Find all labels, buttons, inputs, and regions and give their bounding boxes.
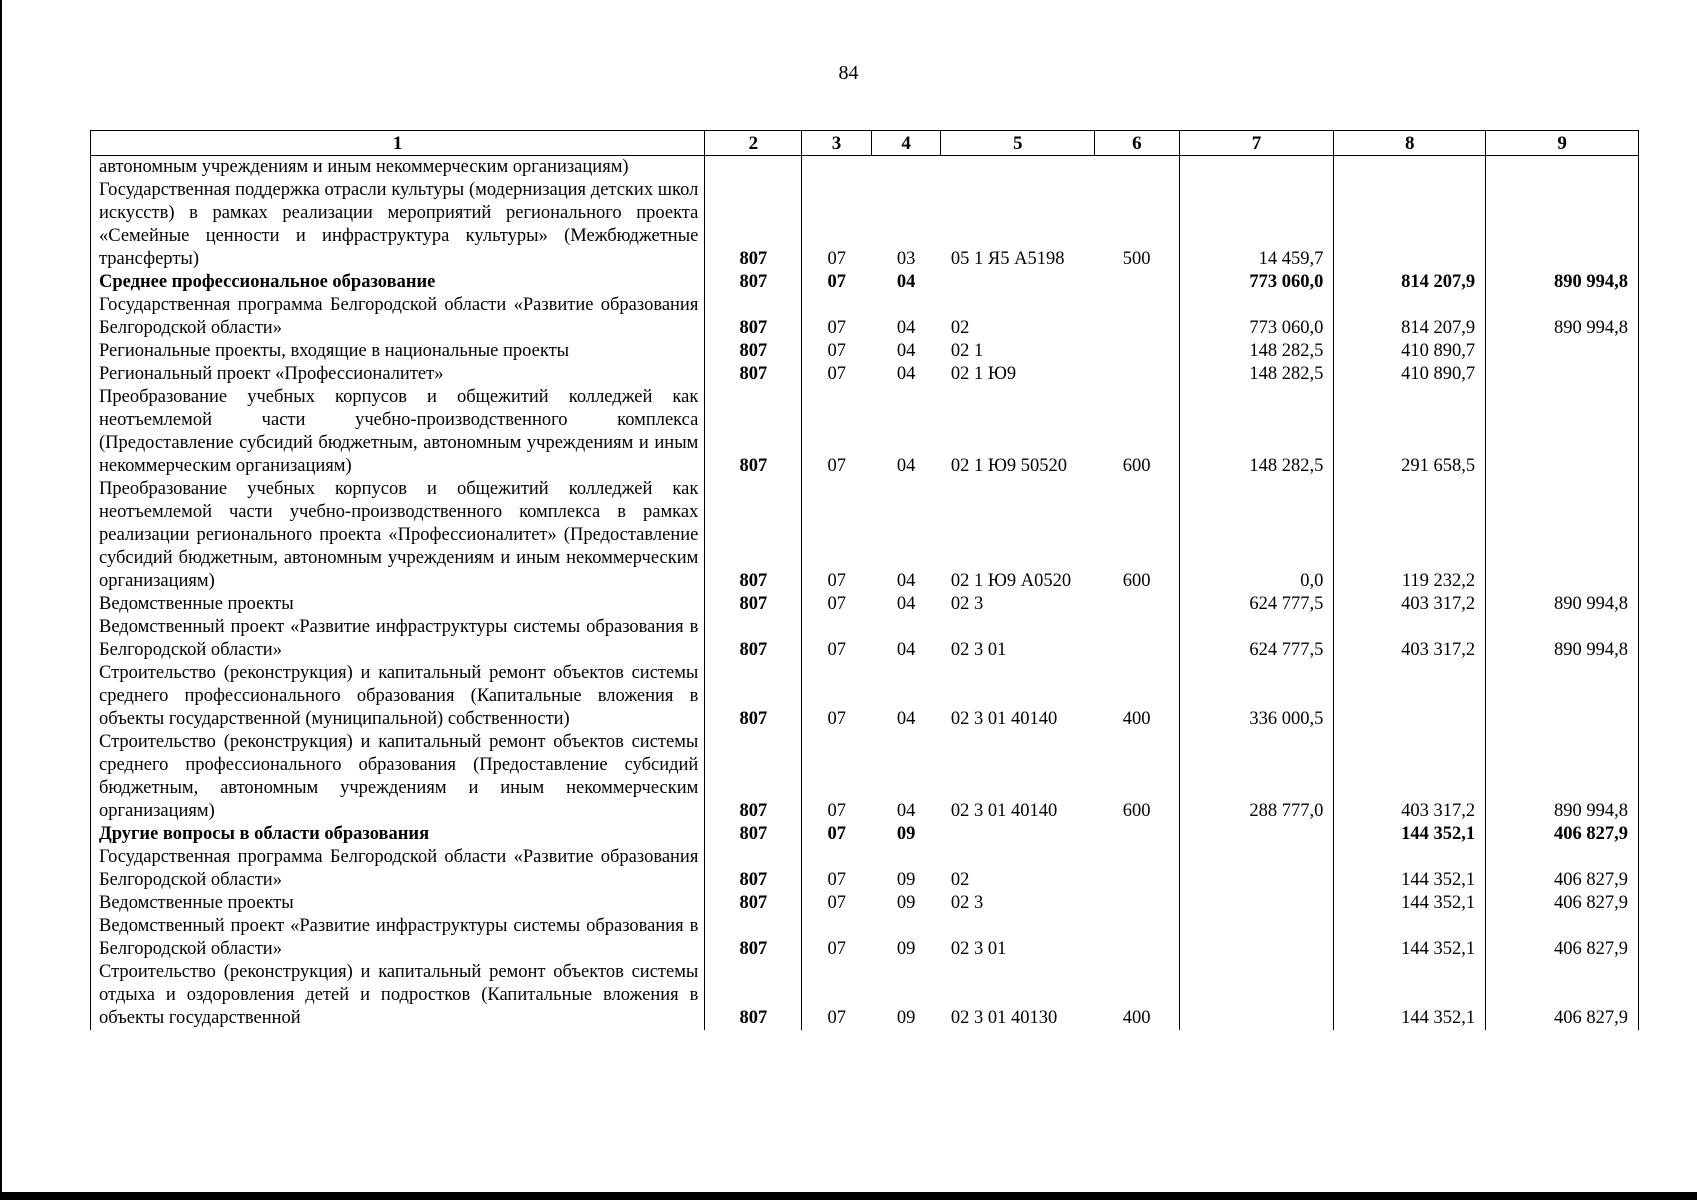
cell-amount-col8: 144 352,1 (1334, 961, 1486, 1030)
table-row (91, 616, 1639, 662)
scan-bottom-band (0, 1192, 1697, 1200)
cell-expense-type (1095, 846, 1179, 892)
cell-expense-type: 600 (1095, 478, 1179, 593)
scan-left-edge (0, 0, 2, 1200)
cell-subsection: 09 (896, 893, 916, 913)
cell-target-article (941, 823, 1095, 846)
cell-target-article: 02 1 Ю9 А0520 (950, 571, 1072, 591)
cell-amount-col8: 144 352,1 (1334, 846, 1486, 892)
cell-amount-col9 (1486, 478, 1639, 593)
cell-section: 07 (827, 318, 847, 338)
cell-amount-col9: 406 827,9 (1486, 961, 1639, 1030)
row-description: Строительство (реконструкция) и капитальный ремонт объектов системы среднего профессионального образования (Предоставление субсидий бюджетным, автономным учреждениям и иным некоммерческим организациям) (91, 731, 705, 823)
table-row (91, 156, 1639, 180)
cell-amount-col7: 624 777,5 (1179, 616, 1334, 662)
row-description: Региональный проект «Профессионалитет» (91, 363, 705, 386)
cell-amount-col7: 0,0 (1179, 478, 1334, 593)
table-row (91, 179, 1639, 271)
cell-section: 07 (827, 640, 847, 660)
cell-target-article: 02 3 01 40130 (950, 1008, 1058, 1028)
column-header-5: 5 (941, 131, 1095, 156)
cell-target-article: 02 (950, 318, 970, 338)
cell-ministry-code: 807 (705, 823, 802, 846)
cell-subsection: 04 (896, 594, 916, 614)
budget-table (90, 130, 1639, 1030)
table-row (91, 271, 1639, 294)
cell-target-article: 02 3 (950, 594, 984, 614)
row-description: Преобразование учебных корпусов и общежитий колледжей как неотъемлемой части учебно-производственного комплекса (Предоставление субсидий бюджетным, автономным учреждениям и иным некоммерческим организациям) (91, 386, 705, 478)
table-row (91, 662, 1639, 731)
cell-amount-col9 (1486, 386, 1639, 478)
cell-subsection: 09 (896, 1008, 916, 1028)
cell-target-article: 05 1 Я5 А5198 (950, 249, 1065, 269)
cell-subsection: 04 (896, 272, 916, 292)
table-row (91, 731, 1639, 823)
column-header-8: 8 (1334, 131, 1486, 156)
cell-expense-type (1095, 363, 1179, 386)
table-row (91, 823, 1639, 846)
cell-subsection: 04 (896, 571, 916, 591)
cell-target-article: 02 3 01 (950, 640, 1007, 660)
cell-amount-col7 (1179, 156, 1334, 180)
cell-section (802, 156, 872, 180)
cell-amount-col7: 773 060,0 (1179, 271, 1334, 294)
cell-target-article: 02 3 01 40140 (950, 709, 1058, 729)
cell-amount-col9 (1486, 363, 1639, 386)
cell-amount-col9: 890 994,8 (1486, 294, 1639, 340)
row-description: Преобразование учебных корпусов и общежитий колледжей как неотъемлемой части учебно-производственного комплекса в рамках реализации регионального проекта «Профессионалитет» (Предоставление субсидий бюджетным, автономным учреждениям и иным некоммерческим организациям) (91, 478, 705, 593)
row-description: Государственная программа Белгородской области «Развитие образования Белгородской области» (91, 294, 705, 340)
page-number: 84 (838, 62, 859, 84)
row-description: Строительство (реконструкция) и капитальный ремонт объектов системы отдыха и оздоровления детей и подростков (Капитальные вложения в объекты государственной (91, 961, 705, 1030)
cell-amount-col8: 403 317,2 (1334, 731, 1486, 823)
cell-section: 07 (827, 870, 847, 890)
cell-section: 07 (827, 801, 847, 821)
cell-section: 07 (827, 272, 847, 292)
table-body (91, 156, 1639, 1031)
row-description: Другие вопросы в области образования (91, 823, 705, 846)
cell-subsection: 04 (896, 801, 916, 821)
row-description: Региональные проекты, входящие в национальные проекты (91, 340, 705, 363)
cell-amount-col7 (1179, 823, 1334, 846)
column-header-1: 1 (91, 131, 705, 156)
cell-section: 07 (827, 939, 847, 959)
cell-ministry-code: 807 (705, 915, 802, 961)
cell-amount-col7: 624 777,5 (1179, 593, 1334, 616)
table-row (91, 478, 1639, 593)
cell-target-article: 02 3 (950, 893, 984, 913)
cell-amount-col7: 148 282,5 (1179, 363, 1334, 386)
table-row (91, 593, 1639, 616)
cell-expense-type (1095, 271, 1179, 294)
cell-section: 07 (827, 1008, 847, 1028)
cell-amount-col8: 403 317,2 (1334, 616, 1486, 662)
row-description: Ведомственные проекты (91, 892, 705, 915)
row-description: Среднее профессиональное образование (91, 271, 705, 294)
cell-ministry-code: 807 (705, 340, 802, 363)
cell-subsection: 09 (896, 824, 916, 844)
cell-amount-col9 (1486, 179, 1639, 271)
cell-subsection: 03 (896, 249, 916, 269)
cell-amount-col9: 406 827,9 (1486, 915, 1639, 961)
column-header-7: 7 (1179, 131, 1334, 156)
cell-amount-col7: 288 777,0 (1179, 731, 1334, 823)
cell-section: 07 (827, 364, 847, 384)
cell-amount-col9: 406 827,9 (1486, 892, 1639, 915)
cell-expense-type (1095, 156, 1179, 180)
cell-amount-col8 (1334, 156, 1486, 180)
cell-amount-col9 (1486, 662, 1639, 731)
cell-expense-type: 500 (1095, 179, 1179, 271)
cell-section: 07 (827, 824, 847, 844)
cell-subsection: 09 (896, 870, 916, 890)
cell-amount-col9 (1486, 340, 1639, 363)
cell-ministry-code: 807 (705, 179, 802, 271)
cell-expense-type: 600 (1095, 386, 1179, 478)
row-description: Государственная программа Белгородской области «Развитие образования Белгородской области» (91, 846, 705, 892)
cell-target-article: 02 1 Ю9 (950, 364, 1017, 384)
table-row (91, 340, 1639, 363)
cell-amount-col7 (1179, 846, 1334, 892)
table-row (91, 294, 1639, 340)
cell-target-article: 02 1 (950, 341, 984, 361)
cell-amount-col8: 403 317,2 (1334, 593, 1486, 616)
cell-amount-col9: 890 994,8 (1486, 616, 1639, 662)
cell-ministry-code: 807 (705, 478, 802, 593)
cell-expense-type: 600 (1095, 731, 1179, 823)
cell-ministry-code: 807 (705, 616, 802, 662)
table-row (91, 892, 1639, 915)
table-header-row (91, 131, 1639, 156)
cell-ministry-code: 807 (705, 662, 802, 731)
cell-section: 07 (827, 456, 847, 476)
table-row (91, 961, 1639, 1030)
row-description: автономным учреждениям и иным некоммерческим организациям) (91, 156, 705, 180)
row-description: Ведомственные проекты (91, 593, 705, 616)
cell-amount-col7: 773 060,0 (1179, 294, 1334, 340)
cell-section: 07 (827, 571, 847, 591)
cell-ministry-code: 807 (705, 846, 802, 892)
cell-amount-col7 (1179, 892, 1334, 915)
cell-subsection: 09 (896, 939, 916, 959)
cell-amount-col7: 336 000,5 (1179, 662, 1334, 731)
cell-subsection: 04 (896, 640, 916, 660)
cell-ministry-code: 807 (705, 386, 802, 478)
table-row (91, 846, 1639, 892)
cell-amount-col8: 410 890,7 (1334, 363, 1486, 386)
cell-ministry-code: 807 (705, 593, 802, 616)
cell-target-article: 02 3 01 40140 (950, 801, 1058, 821)
cell-section: 07 (827, 594, 847, 614)
cell-amount-col8: 814 207,9 (1334, 294, 1486, 340)
cell-amount-col7: 148 282,5 (1179, 386, 1334, 478)
cell-target-article: 02 (950, 870, 970, 890)
cell-section: 07 (827, 249, 847, 269)
column-header-2: 2 (705, 131, 802, 156)
cell-expense-type (1095, 616, 1179, 662)
cell-expense-type (1095, 892, 1179, 915)
cell-subsection: 04 (896, 456, 916, 476)
cell-amount-col8 (1334, 179, 1486, 271)
table-row (91, 363, 1639, 386)
cell-amount-col8: 144 352,1 (1334, 915, 1486, 961)
cell-subsection (871, 156, 941, 180)
table-row (91, 386, 1639, 478)
cell-amount-col9: 890 994,8 (1486, 593, 1639, 616)
cell-section: 07 (827, 341, 847, 361)
cell-subsection: 04 (896, 709, 916, 729)
cell-ministry-code: 807 (705, 731, 802, 823)
cell-expense-type: 400 (1095, 961, 1179, 1030)
cell-ministry-code: 807 (705, 961, 802, 1030)
cell-section: 07 (827, 893, 847, 913)
cell-ministry-code (705, 156, 802, 180)
cell-amount-col9: 406 827,9 (1486, 846, 1639, 892)
table-row (91, 915, 1639, 961)
cell-target-article (941, 156, 1095, 180)
cell-ministry-code: 807 (705, 363, 802, 386)
column-header-3: 3 (802, 131, 872, 156)
cell-amount-col8: 814 207,9 (1334, 271, 1486, 294)
column-header-6: 6 (1095, 131, 1179, 156)
cell-expense-type (1095, 294, 1179, 340)
cell-amount-col7 (1179, 961, 1334, 1030)
cell-amount-col9: 406 827,9 (1486, 823, 1639, 846)
cell-amount-col8 (1334, 662, 1486, 731)
cell-expense-type (1095, 915, 1179, 961)
cell-section: 07 (827, 709, 847, 729)
row-description: Ведомственный проект «Развитие инфраструктуры системы образования в Белгородской области» (91, 915, 705, 961)
cell-target-article: 02 1 Ю9 50520 (950, 456, 1068, 476)
cell-ministry-code: 807 (705, 271, 802, 294)
cell-amount-col8: 410 890,7 (1334, 340, 1486, 363)
cell-amount-col8: 144 352,1 (1334, 892, 1486, 915)
row-description: Государственная поддержка отрасли культуры (модернизация детских школ искусств) в рамках реализации мероприятий регионального проекта «Семейные ценности и инфраструктура культуры» (Межбюджетные трансферты) (91, 179, 705, 271)
cell-subsection: 04 (896, 318, 916, 338)
row-description: Ведомственный проект «Развитие инфраструктуры системы образования в Белгородской области» (91, 616, 705, 662)
cell-target-article (941, 271, 1095, 294)
cell-expense-type (1095, 823, 1179, 846)
cell-amount-col7: 14 459,7 (1179, 179, 1334, 271)
column-header-9: 9 (1486, 131, 1639, 156)
cell-amount-col7: 148 282,5 (1179, 340, 1334, 363)
row-description: Строительство (реконструкция) и капитальный ремонт объектов системы среднего профессионального образования (Капитальные вложения в объекты государственной (муниципальной) собственности) (91, 662, 705, 731)
cell-amount-col8: 119 232,2 (1334, 478, 1486, 593)
cell-subsection: 04 (896, 341, 916, 361)
cell-amount-col9 (1486, 156, 1639, 180)
cell-amount-col7 (1179, 915, 1334, 961)
cell-expense-type (1095, 340, 1179, 363)
cell-target-article: 02 3 01 (950, 939, 1007, 959)
cell-amount-col9: 890 994,8 (1486, 731, 1639, 823)
cell-expense-type (1095, 593, 1179, 616)
column-header-4: 4 (871, 131, 941, 156)
cell-amount-col9: 890 994,8 (1486, 271, 1639, 294)
cell-ministry-code: 807 (705, 892, 802, 915)
cell-ministry-code: 807 (705, 294, 802, 340)
cell-amount-col8: 144 352,1 (1334, 823, 1486, 846)
cell-expense-type: 400 (1095, 662, 1179, 731)
cell-subsection: 04 (896, 364, 916, 384)
cell-amount-col8: 291 658,5 (1334, 386, 1486, 478)
